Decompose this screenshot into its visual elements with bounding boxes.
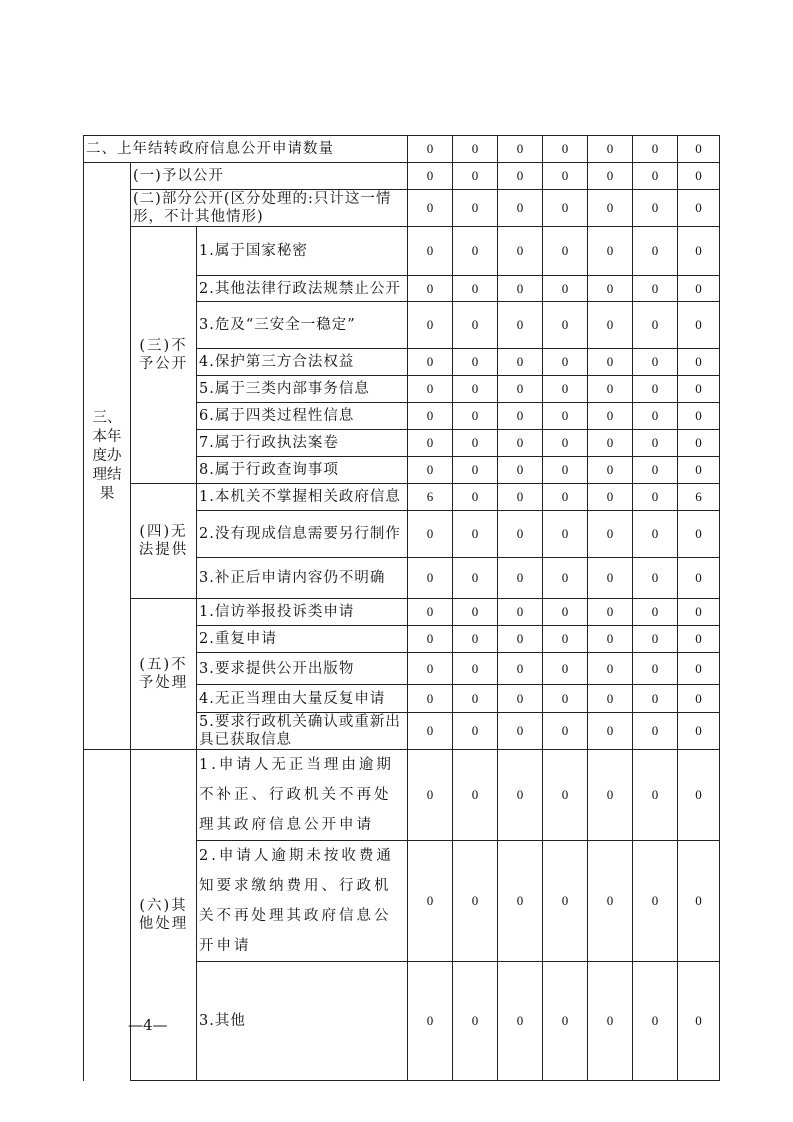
group-label: (三)不予公开 <box>131 227 197 484</box>
value-cell: 0 <box>453 626 498 653</box>
value-cell: 0 <box>408 599 453 626</box>
value-cell: 0 <box>678 302 720 349</box>
value-cell: 0 <box>588 136 633 163</box>
value-cell: 0 <box>588 599 633 626</box>
value-cell: 0 <box>408 349 453 376</box>
value-cell: 0 <box>678 376 720 403</box>
value-cell: 0 <box>678 841 720 962</box>
table-row <box>84 484 720 511</box>
row-label: 二、上年结转政府信息公开申请数量 <box>84 136 408 163</box>
value-cell: 0 <box>588 163 633 190</box>
value-cell: 0 <box>678 685 720 713</box>
value-cell: 0 <box>498 136 543 163</box>
value-cell: 0 <box>453 841 498 962</box>
row-label: 5.要求行政机关确认或重新出具已获取信息 <box>197 713 408 750</box>
value-cell: 0 <box>678 962 720 1081</box>
value-cell: 0 <box>408 511 453 558</box>
value-cell: 0 <box>408 841 453 962</box>
empty-cell <box>84 750 131 1081</box>
value-cell: 0 <box>498 511 543 558</box>
value-cell: 0 <box>678 626 720 653</box>
value-cell: 0 <box>453 484 498 511</box>
value-cell: 0 <box>678 558 720 599</box>
value-cell: 0 <box>678 276 720 302</box>
value-cell: 0 <box>633 349 678 376</box>
value-cell: 0 <box>633 750 678 841</box>
section-label: 三、本年度办理结果 <box>84 163 131 750</box>
value-cell: 0 <box>543 962 588 1081</box>
value-cell: 0 <box>543 376 588 403</box>
value-cell: 0 <box>588 349 633 376</box>
table-row <box>84 190 720 227</box>
value-cell: 0 <box>408 750 453 841</box>
value-cell: 0 <box>543 511 588 558</box>
value-cell: 0 <box>678 227 720 276</box>
value-cell: 0 <box>543 653 588 685</box>
row-label: 6.属于四类过程性信息 <box>197 403 408 430</box>
value-cell: 0 <box>543 626 588 653</box>
value-cell: 0 <box>498 403 543 430</box>
row-label: 1.申请人无正当理由逾期不补正、行政机关不再处理其政府信息公开申请 <box>197 750 408 841</box>
value-cell: 0 <box>543 599 588 626</box>
row-label: 5.属于三类内部事务信息 <box>197 376 408 403</box>
row-label: 1.属于国家秘密 <box>197 227 408 276</box>
value-cell: 0 <box>453 190 498 227</box>
value-cell: 0 <box>633 841 678 962</box>
value-cell: 0 <box>543 841 588 962</box>
value-cell: 0 <box>408 685 453 713</box>
value-cell: 0 <box>543 430 588 457</box>
row-label: 2.重复申请 <box>197 626 408 653</box>
value-cell: 0 <box>588 227 633 276</box>
value-cell: 0 <box>498 626 543 653</box>
row-label: 3.危及“三安全一稳定” <box>197 302 408 349</box>
value-cell: 0 <box>633 484 678 511</box>
row-label: 8.属于行政查询事项 <box>197 457 408 484</box>
value-cell: 0 <box>453 962 498 1081</box>
value-cell: 0 <box>633 558 678 599</box>
value-cell: 0 <box>678 136 720 163</box>
value-cell: 0 <box>543 457 588 484</box>
value-cell: 0 <box>543 190 588 227</box>
value-cell: 0 <box>453 136 498 163</box>
value-cell: 0 <box>588 626 633 653</box>
value-cell: 0 <box>588 962 633 1081</box>
value-cell: 0 <box>498 376 543 403</box>
value-cell: 0 <box>453 558 498 599</box>
table-row <box>84 599 720 626</box>
value-cell: 0 <box>408 190 453 227</box>
value-cell: 0 <box>678 190 720 227</box>
value-cell: 0 <box>408 558 453 599</box>
value-cell: 0 <box>588 685 633 713</box>
value-cell: 0 <box>453 302 498 349</box>
value-cell: 0 <box>543 713 588 750</box>
row-label: 2.没有现成信息需要另行制作 <box>197 511 408 558</box>
value-cell: 0 <box>453 599 498 626</box>
value-cell: 0 <box>453 653 498 685</box>
value-cell: 0 <box>633 190 678 227</box>
value-cell: 0 <box>498 430 543 457</box>
value-cell: 0 <box>498 653 543 685</box>
value-cell: 0 <box>453 713 498 750</box>
value-cell: 0 <box>543 136 588 163</box>
value-cell: 0 <box>498 457 543 484</box>
value-cell: 0 <box>633 653 678 685</box>
value-cell: 0 <box>453 511 498 558</box>
value-cell: 0 <box>408 163 453 190</box>
row-label: 1.本机关不掌握相关政府信息 <box>197 484 408 511</box>
value-cell: 0 <box>588 457 633 484</box>
value-cell: 0 <box>588 558 633 599</box>
value-cell: 0 <box>498 558 543 599</box>
value-cell: 0 <box>588 511 633 558</box>
row-label: 4.无正当理由大量反复申请 <box>197 685 408 713</box>
value-cell: 0 <box>633 626 678 653</box>
value-cell: 0 <box>498 190 543 227</box>
value-cell: 0 <box>543 403 588 430</box>
value-cell: 0 <box>408 227 453 276</box>
value-cell: 0 <box>453 276 498 302</box>
row-label: 3.其他 <box>197 962 408 1081</box>
group-label: (六)其他处理 <box>131 750 197 1081</box>
value-cell: 0 <box>543 227 588 276</box>
value-cell: 0 <box>588 190 633 227</box>
value-cell: 0 <box>498 302 543 349</box>
value-cell: 0 <box>498 227 543 276</box>
row-label: (二)部分公开(区分处理的:只计这一情形，不计其他情形) <box>131 190 408 227</box>
row-label: 3.要求提供公开出版物 <box>197 653 408 685</box>
value-cell: 0 <box>588 841 633 962</box>
value-cell: 0 <box>408 713 453 750</box>
value-cell: 0 <box>453 685 498 713</box>
value-cell: 0 <box>633 136 678 163</box>
value-cell: 0 <box>498 750 543 841</box>
value-cell: 0 <box>678 750 720 841</box>
value-cell: 0 <box>588 713 633 750</box>
value-cell: 0 <box>633 511 678 558</box>
value-cell: 0 <box>408 276 453 302</box>
value-cell: 0 <box>678 457 720 484</box>
page-number: —4— <box>128 1016 168 1034</box>
value-cell: 0 <box>633 302 678 349</box>
value-cell: 6 <box>408 484 453 511</box>
group-label: (四)无法提供 <box>131 484 197 599</box>
value-cell: 0 <box>498 841 543 962</box>
value-cell: 0 <box>453 750 498 841</box>
value-cell: 0 <box>543 484 588 511</box>
value-cell: 0 <box>633 276 678 302</box>
value-cell: 0 <box>588 302 633 349</box>
value-cell: 0 <box>678 430 720 457</box>
value-cell: 0 <box>633 457 678 484</box>
value-cell: 0 <box>543 302 588 349</box>
value-cell: 0 <box>543 276 588 302</box>
value-cell: 0 <box>543 558 588 599</box>
value-cell: 0 <box>453 349 498 376</box>
row-label: 2.申请人逾期未按收费通知要求缴纳费用、行政机关不再处理其政府信息公开申请 <box>197 841 408 962</box>
value-cell: 0 <box>633 713 678 750</box>
value-cell: 0 <box>408 962 453 1081</box>
value-cell: 0 <box>588 750 633 841</box>
value-cell: 0 <box>408 376 453 403</box>
table-row <box>84 750 720 841</box>
value-cell: 0 <box>498 685 543 713</box>
value-cell: 0 <box>498 349 543 376</box>
value-cell: 0 <box>633 599 678 626</box>
value-cell: 0 <box>453 227 498 276</box>
value-cell: 0 <box>588 276 633 302</box>
value-cell: 0 <box>498 163 543 190</box>
value-cell: 0 <box>678 163 720 190</box>
value-cell: 0 <box>543 750 588 841</box>
row-label: (一)予以公开 <box>131 163 408 190</box>
value-cell: 0 <box>408 626 453 653</box>
row-label: 7.属于行政执法案卷 <box>197 430 408 457</box>
value-cell: 0 <box>678 403 720 430</box>
value-cell: 0 <box>498 484 543 511</box>
value-cell: 0 <box>408 302 453 349</box>
value-cell: 0 <box>543 163 588 190</box>
value-cell: 0 <box>588 653 633 685</box>
value-cell: 0 <box>588 403 633 430</box>
value-cell: 0 <box>633 685 678 713</box>
value-cell: 0 <box>678 511 720 558</box>
table-row <box>84 163 720 190</box>
value-cell: 0 <box>408 457 453 484</box>
value-cell: 0 <box>678 349 720 376</box>
value-cell: 0 <box>453 430 498 457</box>
value-cell: 0 <box>588 484 633 511</box>
value-cell: 0 <box>408 430 453 457</box>
row-label: 4.保护第三方合法权益 <box>197 349 408 376</box>
value-cell: 0 <box>633 403 678 430</box>
table-row <box>84 227 720 276</box>
value-cell: 0 <box>453 376 498 403</box>
value-cell: 0 <box>678 653 720 685</box>
value-cell: 0 <box>678 599 720 626</box>
value-cell: 0 <box>453 163 498 190</box>
row-label: 1.信访举报投诉类申请 <box>197 599 408 626</box>
value-cell: 0 <box>543 349 588 376</box>
value-cell: 0 <box>633 430 678 457</box>
statistics-table <box>83 135 720 1081</box>
value-cell: 0 <box>633 962 678 1081</box>
value-cell: 0 <box>633 163 678 190</box>
row-label: 2.其他法律行政法规禁止公开 <box>197 276 408 302</box>
row-label: 3.补正后申请内容仍不明确 <box>197 558 408 599</box>
group-label: (五)不予处理 <box>131 599 197 750</box>
value-cell: 0 <box>498 599 543 626</box>
table-row <box>84 136 720 163</box>
value-cell: 0 <box>543 685 588 713</box>
value-cell: 0 <box>408 136 453 163</box>
value-cell: 0 <box>408 653 453 685</box>
value-cell: 0 <box>588 430 633 457</box>
value-cell: 0 <box>633 227 678 276</box>
value-cell: 0 <box>588 376 633 403</box>
value-cell: 0 <box>498 276 543 302</box>
value-cell: 0 <box>498 962 543 1081</box>
value-cell: 0 <box>453 403 498 430</box>
value-cell: 0 <box>498 713 543 750</box>
value-cell: 6 <box>678 484 720 511</box>
value-cell: 0 <box>678 713 720 750</box>
value-cell: 0 <box>633 376 678 403</box>
value-cell: 0 <box>453 457 498 484</box>
value-cell: 0 <box>408 403 453 430</box>
